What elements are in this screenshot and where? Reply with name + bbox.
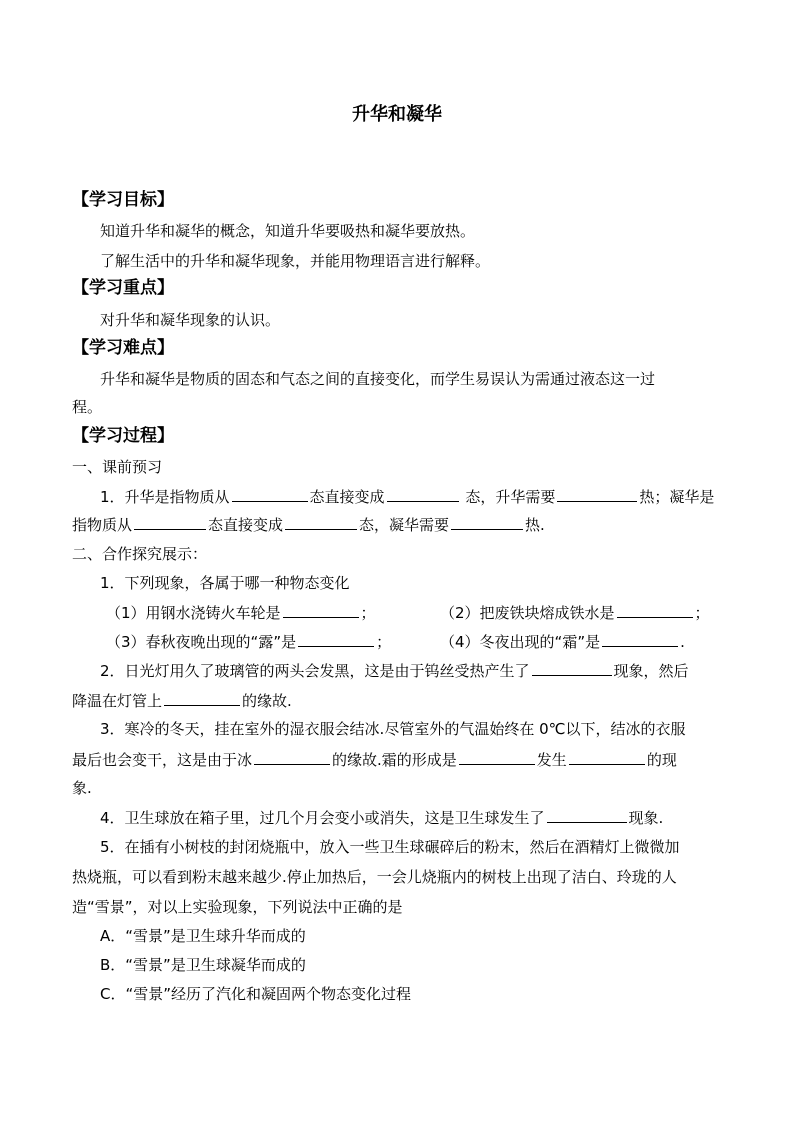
answer-blank[interactable] — [285, 513, 357, 530]
question-6-line-3: 造“雪景”，对以上实验现象，下列说法中正确的是 — [72, 898, 403, 916]
part-heading-preview: 一、课前预习 — [72, 458, 163, 476]
part-heading-explore: 二、合作探究展示： — [72, 545, 208, 563]
question-2-row-1: （1）用钢水浇铸火车轮是 ； （2）把废铁块熔成铁水是 ； — [106, 601, 724, 624]
question-6-line-2: 热烧瓶，可以看到粉末越来越少.停止加热后，一会儿烧瓶内的树枝上出现了洁白、玲珑的人 — [72, 868, 677, 886]
answer-blank[interactable] — [451, 513, 523, 530]
answer-blank[interactable] — [283, 601, 359, 618]
question-2-row-2: （3）春秋夜晚出现的“露”是 ； （4）冬夜出现的“霜”是 . — [106, 630, 724, 653]
option-a[interactable]: A．“雪景”是卫生球升华而成的 — [100, 927, 306, 945]
question-5-line-1: 4．卫生球放在箱子里，过几个月会变小或消失，这是卫生球发生了 现象. — [100, 806, 724, 829]
answer-blank[interactable] — [387, 485, 459, 502]
question-3-line-2: 降温在灯管上 的缘故. — [72, 689, 724, 712]
question-6-line-1: 5．在插有小树枝的封闭烧瓶中，放入一些卫生球碾碎后的粉末，然后在酒精灯上微微加 — [100, 838, 680, 856]
goals-line-1: 知道升华和凝华的概念，知道升华要吸热和凝华要放热。 — [100, 222, 476, 240]
difficulties-line-1: 升华和凝华是物质的固态和气态之间的直接变化，而学生易误认为需通过液态这一过 — [100, 370, 656, 388]
question-1-line-1: 1．升华是指物质从 态直接变成 态，升华需要 热；凝华是 — [100, 485, 724, 508]
option-b[interactable]: B．“雪景”是卫生球凝华而成的 — [100, 956, 306, 974]
answer-blank[interactable] — [569, 748, 645, 765]
question-3-line-1: 2．日光灯用久了玻璃管的两头会发黑，这是由于钨丝受热产生了 现象，然后 — [100, 659, 724, 682]
section-heading-difficulties: 【学习难点】 — [72, 338, 174, 358]
goals-line-2: 了解生活中的升华和凝华现象，并能用物理语言进行解释。 — [100, 252, 491, 270]
answer-blank[interactable] — [617, 601, 693, 618]
question-4-line-2: 最后也会变干，这是由于冰 的缘故.霜的形成是 发生 的现 — [72, 748, 724, 771]
section-heading-goals: 【学习目标】 — [72, 190, 174, 210]
page-title: 升华和凝华 — [352, 104, 442, 125]
answer-blank[interactable] — [602, 630, 678, 647]
answer-blank[interactable] — [459, 748, 535, 765]
answer-blank[interactable] — [532, 659, 612, 676]
section-heading-key-points: 【学习重点】 — [72, 278, 174, 298]
question-2-stem: 1．下列现象，各属于哪一种物态变化 — [100, 574, 350, 592]
answer-blank[interactable] — [254, 748, 330, 765]
answer-blank[interactable] — [557, 485, 637, 502]
answer-blank[interactable] — [298, 630, 374, 647]
answer-blank[interactable] — [134, 513, 206, 530]
question-4-line-1: 3．寒冷的冬天，挂在室外的湿衣服会结冰.尽管室外的气温始终在 0℃以下，结冰的衣服 — [100, 720, 686, 738]
difficulties-line-2: 程。 — [72, 398, 103, 416]
question-4-line-3: 象. — [72, 779, 92, 797]
answer-blank[interactable] — [164, 689, 240, 706]
key-points-line-1: 对升华和凝华现象的认识。 — [100, 311, 281, 329]
question-1-line-2: 指物质从 态直接变成 态，凝华需要 热. — [72, 513, 724, 536]
section-heading-process: 【学习过程】 — [72, 426, 174, 446]
option-c[interactable]: C．“雪景”经历了汽化和凝固两个物态变化过程 — [100, 985, 412, 1003]
answer-blank[interactable] — [547, 806, 627, 823]
answer-blank[interactable] — [232, 485, 308, 502]
